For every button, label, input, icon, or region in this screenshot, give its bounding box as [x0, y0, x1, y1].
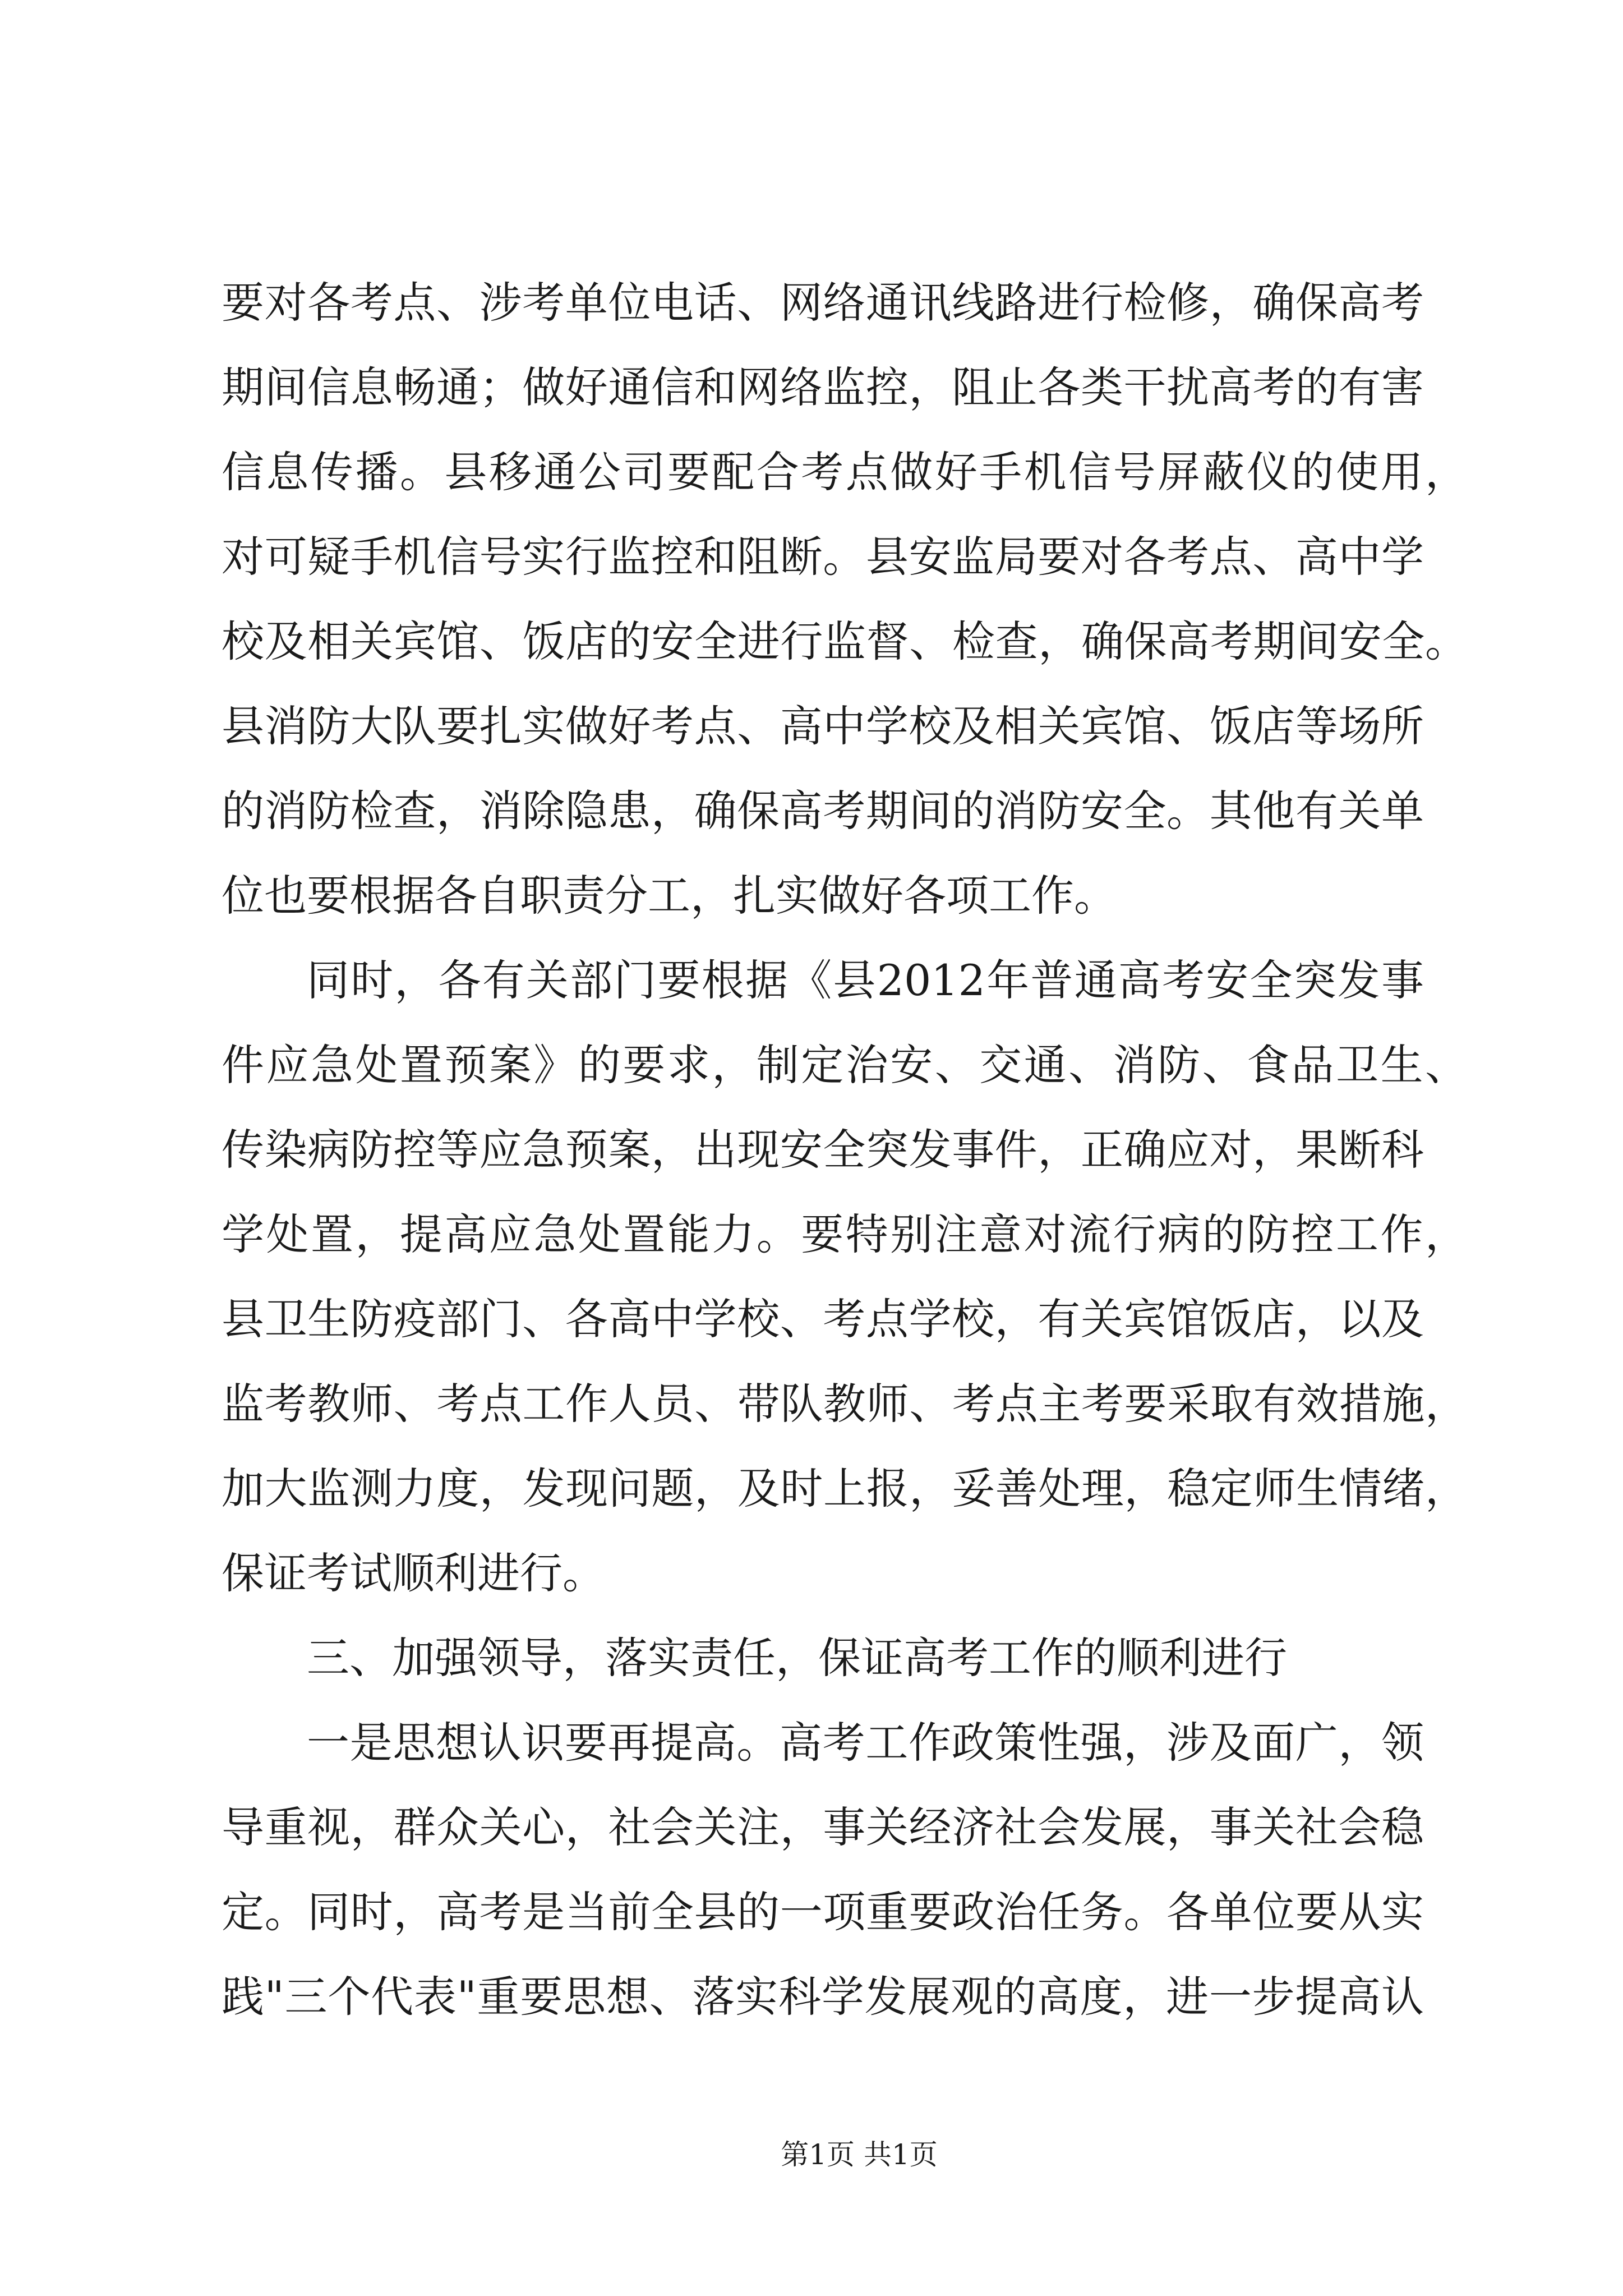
- paragraph-emergency-plans: [222, 938, 1468, 1616]
- text-line: 校及相关宾馆、饭店的安全进行监督、检查，确保高考期间安全。: [222, 616, 1468, 666]
- page-footer: 第1页 共1页: [781, 2138, 938, 2171]
- text-line: 保证考试顺利进行。: [222, 1548, 605, 1598]
- paragraph-communication-safety: [222, 260, 1468, 938]
- text-line: 定。同时，高考是当前全县的一项重要政治任务。各单位要从实: [222, 1887, 1424, 1937]
- text-line: 践"三个代表"重要思想、落实科学发展观的高度，进一步提高认: [222, 1972, 1424, 2022]
- paragraph-ideological-awareness: [222, 1700, 1468, 2039]
- text-line: 监考教师、考点工作人员、带队教师、考点主考要采取有效措施，: [222, 1379, 1468, 1429]
- document-body: [222, 260, 1468, 2039]
- text-line: 件应急处置预案》的要求，制定治安、交通、消防、食品卫生、: [222, 1040, 1468, 1090]
- section-heading: 三、加强领导，落实责任，保证高考工作的顺利进行: [307, 1633, 1287, 1683]
- text-line: 县消防大队要扎实做好考点、高中学校及相关宾馆、饭店等场所: [222, 701, 1424, 751]
- text-line: 期间信息畅通；做好通信和网络监控，阻止各类干扰高考的有害: [222, 362, 1424, 412]
- text-line: 的消防检查，消除隐患，确保高考期间的消防安全。其他有关单: [222, 786, 1424, 836]
- text-line: 一是思想认识要再提高。高考工作政策性强，涉及面广，领: [307, 1718, 1424, 1768]
- text-line: 加大监测力度，发现问题，及时上报，妥善处理，稳定师生情绪，: [222, 1464, 1468, 1513]
- text-line: 导重视，群众关心，社会关注，事关经济社会发展，事关社会稳: [222, 1802, 1424, 1852]
- text-line: 县卫生防疫部门、各高中学校、考点学校，有关宾馆饭店，以及: [222, 1294, 1424, 1344]
- text-line: 对可疑手机信号实行监控和阻断。县安监局要对各考点、高中学: [222, 532, 1424, 582]
- text-line: 信息传播。县移通公司要配合考点做好手机信号屏蔽仪的使用，: [222, 447, 1468, 497]
- text-line: 要对各考点、涉考单位电话、网络通讯线路进行检修，确保高考: [222, 278, 1424, 328]
- text-line: 传染病防控等应急预案，出现安全突发事件，正确应对，果断科: [222, 1125, 1424, 1175]
- text-line: 同时，各有关部门要根据《县2012年普通高考安全突发事: [307, 955, 1424, 1005]
- text-line: 位也要根据各自职责分工，扎实做好各项工作。: [222, 871, 1117, 921]
- text-line: 学处置，提高应急处置能力。要特别注意对流行病的防控工作，: [222, 1209, 1468, 1259]
